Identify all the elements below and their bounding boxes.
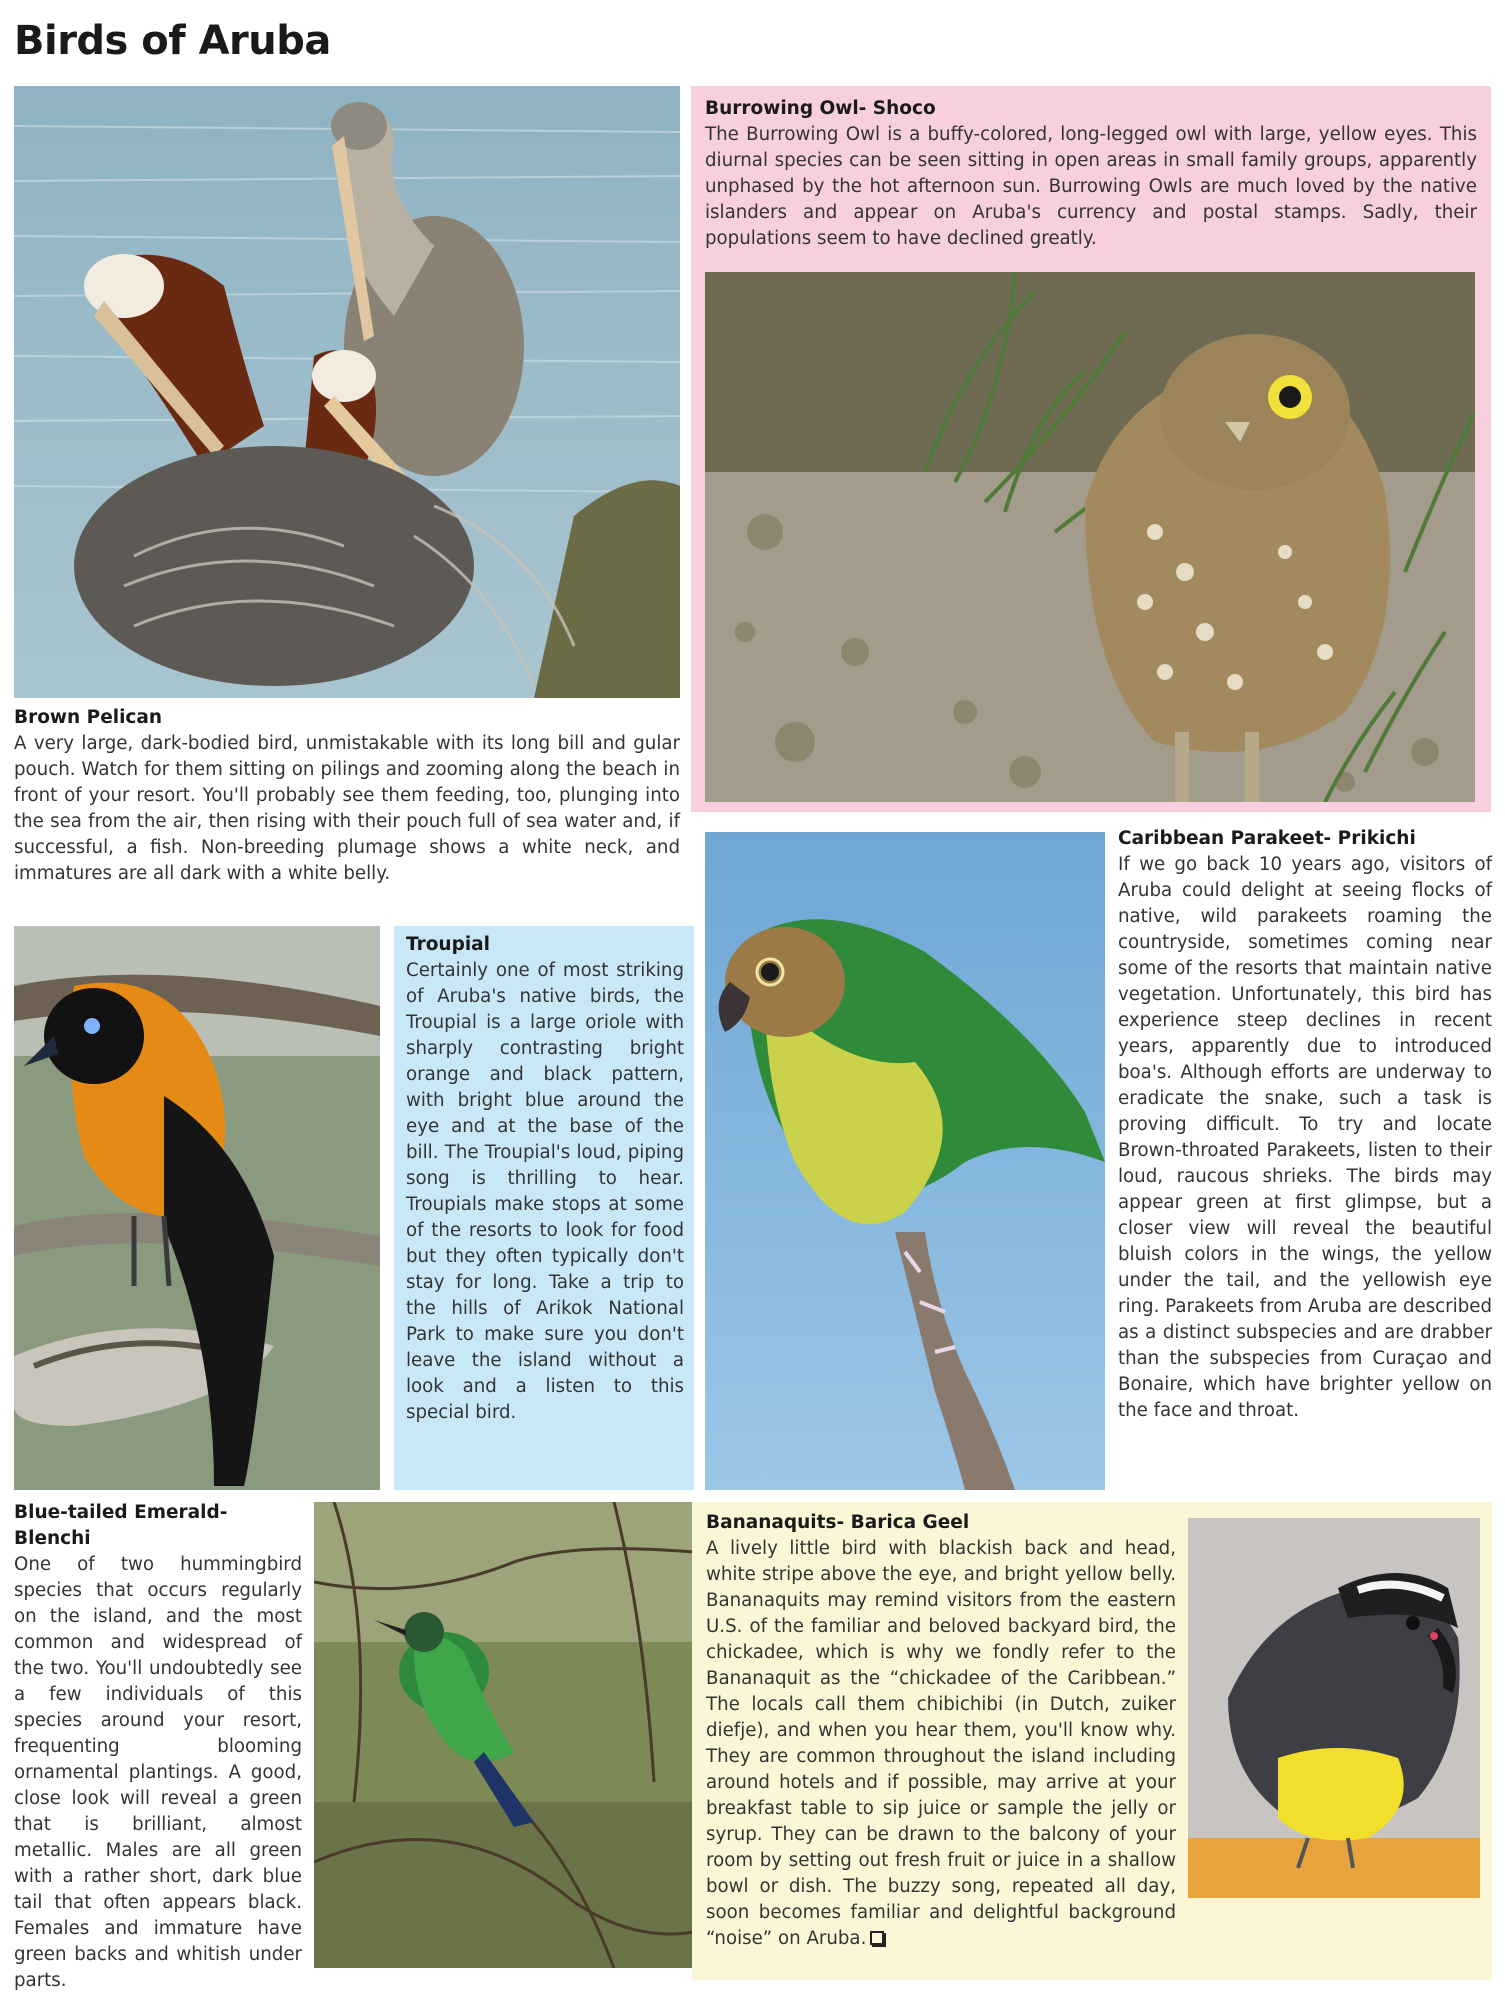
end-of-article-box-icon <box>870 1931 884 1945</box>
bananaquit-box <box>692 1502 1492 1980</box>
bananaquit-text: A lively little bird with blackish back and head, white stripe above the eye, and bright yellow belly. Bananaquits may remind visitors from the eastern U.S. of the familiar and beloved backyard bird, the chickadee, which is why we fondly refer to the Bananaquit as the “chickadee of the Caribbean.” The locals call them chibichibi (in Dutch, zuiker diefje), and when you hear them, you'll know why. They are common throughout the island including around hotels and if possible, may arrive at your breakfast table to sip juice or sample the jelly or syrup. They can be drawn to the balcony of your room by setting out fresh fruit or juice in a shallow bowl or dish. The buzzy song, repeated all day, soon becomes familiar and delightful background “noise” on Aruba. <box>706 1538 1176 1949</box>
brown-pelican-caption <box>14 705 680 887</box>
caribbean-parakeet-heading: Caribbean Parakeet- Prikichi <box>1118 828 1416 849</box>
burrowing-owl-heading: Burrowing Owl- Shoco <box>705 98 936 119</box>
troupial-heading: Troupial <box>406 934 490 955</box>
caribbean-parakeet-text: If we go back 10 years ago, visitors of Aruba could delight at seeing flocks of native, wild parakeets roaming the countryside, sometimes coming near some of the resorts that maintain native vegetation. Unfortunately, this bird has experience steep declines in recent years, apparently due to introduced boa's. Although efforts are underway to eradicate the snake, such a task is proving difficult. To try and locate Brown-throated Parakeets, listen to their loud, raucous shrieks. The birds may appear green at first glimpse, but a closer view will reveal the beautiful bluish colors in the wings, the yellow under the tail, and the yellowish eye ring. Parakeets from Aruba are described as a distinct subspecies and are drabber than the subspecies from Curaçao and Bonaire, which have brighter yellow on the face and throat. <box>1118 854 1492 1421</box>
blue-tailed-emerald-photo <box>314 1502 694 1968</box>
bananaquit-heading: Bananaquits- Barica Geel <box>706 1512 970 1533</box>
page-title: Birds of Aruba <box>14 18 331 64</box>
blue-tailed-emerald-heading: Blue-tailed Emerald- Blenchi <box>14 1502 228 1549</box>
troupial-box <box>394 926 694 1490</box>
brown-pelican-text: A very large, dark-bodied bird, unmistakable with its long bill and gular pouch. Watch for them sitting on pilings and zooming along the beach in front of your resort. You'll probably see them feeding, too, plunging into the sea from the air, then rising with their pouch full of sea water and, if successful, a fish. Non-breeding plumage shows a white neck, and immatures are all dark with a white belly. <box>14 733 680 884</box>
brown-pelican-heading: Brown Pelican <box>14 707 163 728</box>
brown-pelican-photo <box>14 86 680 698</box>
blue-tailed-emerald-caption <box>14 1500 302 1992</box>
burrowing-owl-photo <box>705 272 1475 802</box>
troupial-photo <box>14 926 380 1490</box>
bananaquit-photo <box>1188 1518 1480 1898</box>
blue-tailed-emerald-text: One of two hummingbird species that occurs regularly on the island, and the most common and widespread of the two. You'll undoubtedly see a few individuals of this species around your resort, frequenting blooming ornamental plantings. A good, close look will reveal a green that is brilliant, almost metallic. Males are all green with a rather short, dark blue tail that often appears black. Females and immature have green backs and whitish under parts. <box>14 1554 302 1991</box>
burrowing-owl-text: The Burrowing Owl is a buffy-colored, long-legged owl with large, yellow eyes. This diurnal species can be seen sitting in open areas in small family groups, apparently unphased by the hot afternoon sun. Burrowing Owls are much loved by the native islanders and appear on Aruba's currency and postal stamps. Sadly, their populations seem to have declined greatly. <box>705 124 1477 249</box>
troupial-text: Certainly one of most striking of Aruba's native birds, the Troupial is a large oriole with sharply contrasting bright orange and black pattern, with bright blue around the eye and at the base of the bill. The Troupial's loud, piping song is thrilling to hear. Troupials make stops at some of the resorts to look for food but they often typically don't stay for long. Take a trip to the hills of Arikok National Park to make sure you don't leave the island without a look and a listen to this special bird. <box>406 960 684 1423</box>
caribbean-parakeet-caption <box>1118 826 1492 1424</box>
caribbean-parakeet-photo <box>705 832 1105 1490</box>
